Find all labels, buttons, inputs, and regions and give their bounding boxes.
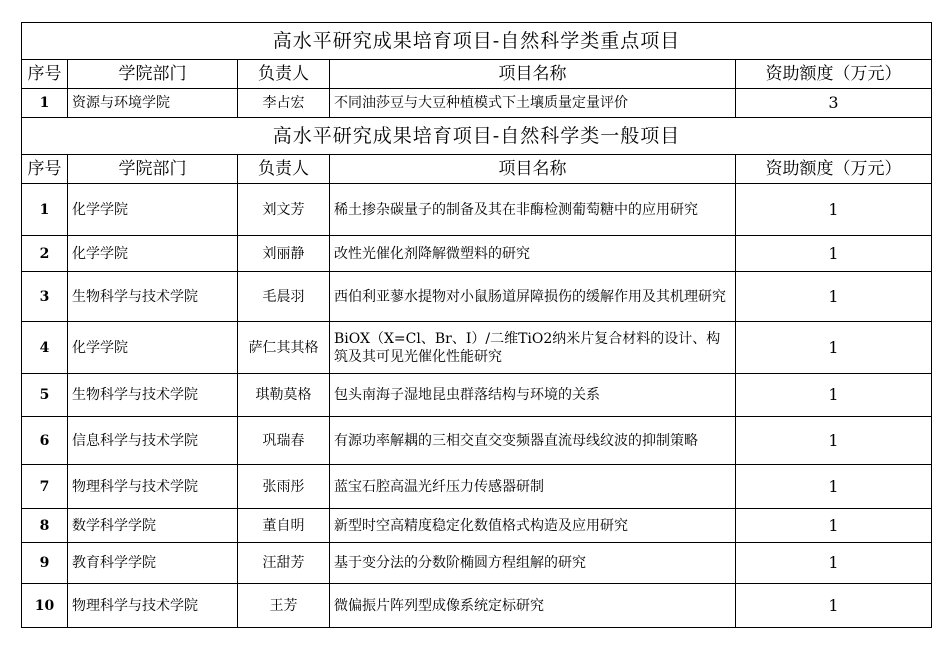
funding-table: [21, 22, 932, 628]
row-no: 8: [22, 509, 68, 543]
row-no: 7: [22, 465, 68, 509]
table-row: [22, 322, 932, 374]
row-lead: 王芳: [238, 584, 330, 628]
table-row: [22, 89, 932, 118]
row-lead: 刘文芳: [238, 184, 330, 236]
row-lead: 张雨彤: [238, 465, 330, 509]
row-project: 改性光催化剂降解微塑料的研究: [330, 236, 736, 272]
col-header-lead: 负责人: [238, 155, 330, 184]
row-amount: 3: [736, 89, 932, 118]
row-dept: 数学科学学院: [68, 509, 238, 543]
col-header-project: 项目名称: [330, 155, 736, 184]
row-dept: 信息科学与技术学院: [68, 417, 238, 465]
row-dept: 化学学院: [68, 184, 238, 236]
col-header-project: 项目名称: [330, 60, 736, 89]
col-header-no: 序号: [22, 155, 68, 184]
table-row: [22, 584, 932, 628]
table-row: [22, 236, 932, 272]
row-amount: 1: [736, 272, 932, 322]
row-amount: 1: [736, 417, 932, 465]
row-amount: 1: [736, 584, 932, 628]
row-dept: 教育科学学院: [68, 543, 238, 584]
table-row: [22, 465, 932, 509]
row-amount: 1: [736, 322, 932, 374]
col-header-lead: 负责人: [238, 60, 330, 89]
row-dept: 物理科学与技术学院: [68, 465, 238, 509]
row-amount: 1: [736, 465, 932, 509]
row-lead: 李占宏: [238, 89, 330, 118]
row-project: 包头南海子湿地昆虫群落结构与环境的关系: [330, 374, 736, 417]
row-lead: 刘丽静: [238, 236, 330, 272]
row-project: 微偏振片阵列型成像系统定标研究: [330, 584, 736, 628]
row-no: 4: [22, 322, 68, 374]
row-no: 10: [22, 584, 68, 628]
table-row: [22, 543, 932, 584]
table-row: [22, 417, 932, 465]
row-dept: 生物科学与技术学院: [68, 374, 238, 417]
table-row: [22, 374, 932, 417]
row-no: 9: [22, 543, 68, 584]
section-title-row: [22, 118, 932, 155]
row-amount: 1: [736, 236, 932, 272]
row-lead: 琪勒莫格: [238, 374, 330, 417]
row-no: 3: [22, 272, 68, 322]
row-dept: 资源与环境学院: [68, 89, 238, 118]
row-lead: 汪甜芳: [238, 543, 330, 584]
col-header-dept: 学院部门: [68, 155, 238, 184]
row-dept: 化学学院: [68, 322, 238, 374]
col-header-dept: 学院部门: [68, 60, 238, 89]
row-no: 2: [22, 236, 68, 272]
row-project: 蓝宝石腔高温光纤压力传感器研制: [330, 465, 736, 509]
row-dept: 物理科学与技术学院: [68, 584, 238, 628]
row-project: 西伯利亚蓼水提物对小鼠肠道屏障损伤的缓解作用及其机理研究: [330, 272, 736, 322]
row-lead: 毛晨羽: [238, 272, 330, 322]
row-dept: 生物科学与技术学院: [68, 272, 238, 322]
row-no: 1: [22, 184, 68, 236]
row-amount: 1: [736, 509, 932, 543]
header-row: [22, 155, 932, 184]
row-project: 不同油莎豆与大豆种植模式下土壤质量定量评价: [330, 89, 736, 118]
row-no: 1: [22, 89, 68, 118]
table-row: [22, 272, 932, 322]
row-project: 新型时空高精度稳定化数值格式构造及应用研究: [330, 509, 736, 543]
col-header-no: 序号: [22, 60, 68, 89]
row-project: 基于变分法的分数阶椭圆方程组解的研究: [330, 543, 736, 584]
table-row: [22, 184, 932, 236]
row-amount: 1: [736, 543, 932, 584]
row-project: 稀土掺杂碳量子的制备及其在非酶检测葡萄糖中的应用研究: [330, 184, 736, 236]
row-no: 6: [22, 417, 68, 465]
row-dept: 化学学院: [68, 236, 238, 272]
row-lead: 巩瑞春: [238, 417, 330, 465]
section-title-row: [22, 23, 932, 60]
key-section-title: 高水平研究成果培育项目-自然科学类重点项目: [22, 23, 932, 60]
header-row: [22, 60, 932, 89]
row-lead: 董自明: [238, 509, 330, 543]
row-lead: 萨仁其其格: [238, 322, 330, 374]
col-header-amount: 资助额度（万元）: [736, 60, 932, 89]
table-row: [22, 509, 932, 543]
row-amount: 1: [736, 184, 932, 236]
general-section-title: 高水平研究成果培育项目-自然科学类一般项目: [22, 118, 932, 155]
row-amount: 1: [736, 374, 932, 417]
col-header-amount: 资助额度（万元）: [736, 155, 932, 184]
row-project: BiOX（X=Cl、Br、I）/二维TiO2纳米片复合材料的设计、构筑及其可见光催化性能研究: [330, 322, 736, 374]
row-project: 有源功率解耦的三相交直交变频器直流母线纹波的抑制策略: [330, 417, 736, 465]
row-no: 5: [22, 374, 68, 417]
